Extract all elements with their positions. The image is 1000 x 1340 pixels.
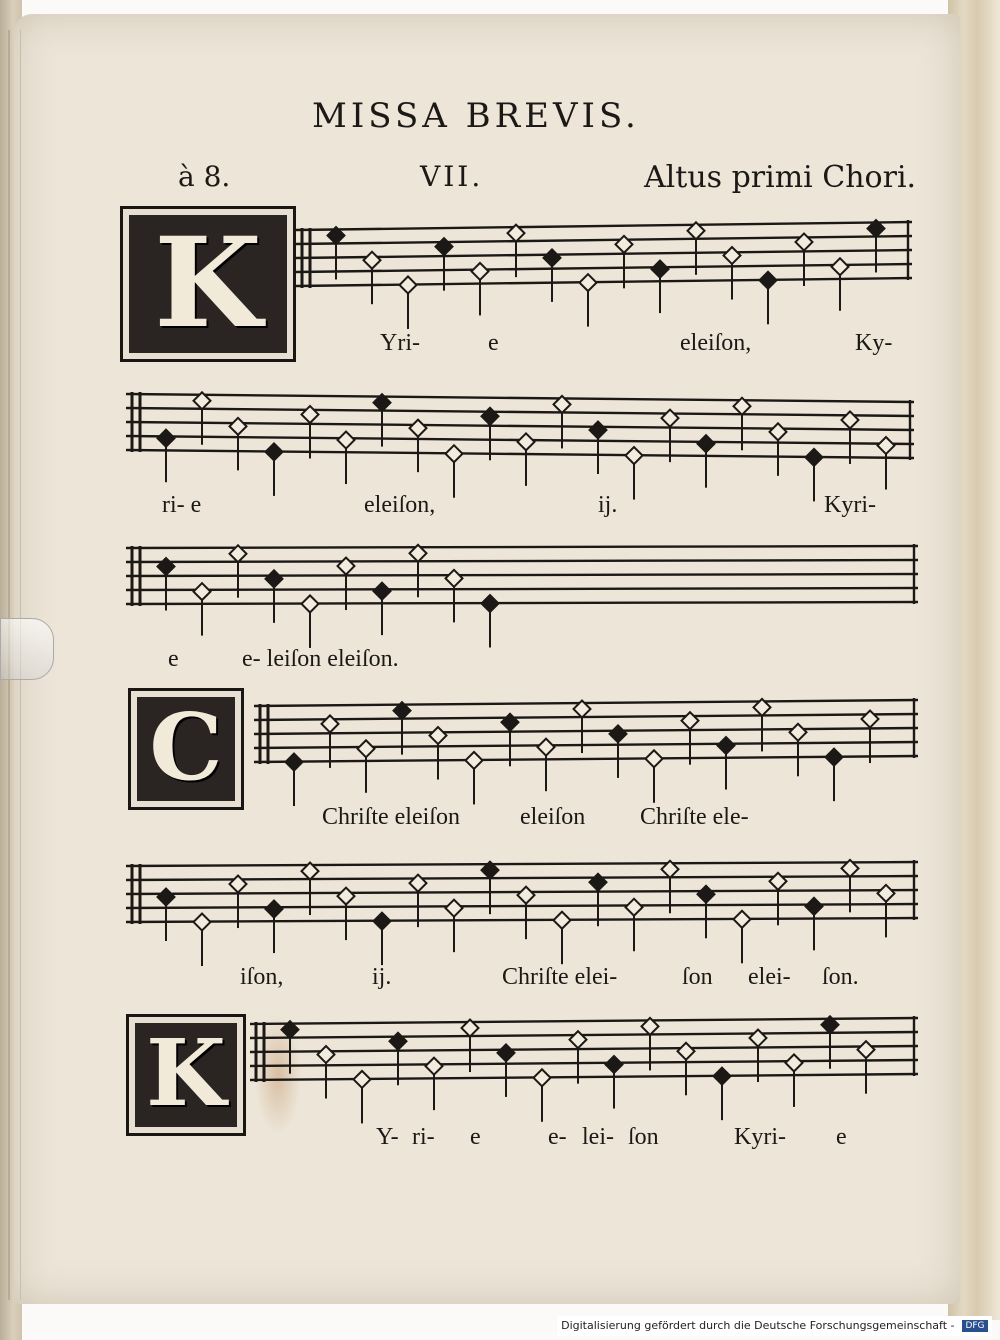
note-head bbox=[194, 583, 211, 600]
note-head bbox=[538, 739, 555, 756]
staff-line bbox=[126, 560, 918, 562]
staff-line bbox=[126, 918, 918, 922]
lyric-1d: Ky- bbox=[855, 330, 893, 356]
note-head bbox=[698, 886, 715, 903]
note-head bbox=[570, 1031, 587, 1048]
voice-count: à 8. bbox=[178, 160, 231, 193]
page-title: MISSA BREVIS. bbox=[312, 96, 640, 136]
staff-line bbox=[126, 450, 914, 458]
note-head bbox=[652, 261, 669, 278]
note-head bbox=[374, 913, 391, 930]
lyric-2a: ri- e bbox=[162, 492, 202, 518]
note-head bbox=[230, 418, 247, 435]
note-head bbox=[430, 727, 447, 744]
note-head bbox=[338, 432, 355, 449]
staff-line bbox=[126, 862, 918, 866]
note-head bbox=[770, 873, 787, 890]
lyric-1a: Yri- bbox=[380, 330, 420, 356]
note-head bbox=[410, 875, 427, 892]
note-head bbox=[590, 874, 607, 891]
note-head bbox=[322, 715, 339, 732]
digitization-credit bbox=[557, 1316, 992, 1336]
note-head bbox=[364, 252, 381, 269]
note-head bbox=[358, 740, 375, 757]
staff-line bbox=[250, 1060, 918, 1066]
note-head bbox=[302, 406, 319, 423]
lyric-3a: e bbox=[168, 646, 179, 672]
staff-line bbox=[126, 602, 918, 604]
note-head bbox=[534, 1069, 551, 1086]
lyric-2c: ij. bbox=[598, 492, 618, 518]
note-head bbox=[446, 900, 463, 917]
lyric-5f: ſon. bbox=[822, 964, 859, 990]
staff-line bbox=[296, 222, 912, 230]
initial-letter-k: K bbox=[154, 211, 262, 356]
lyric-6b: ri- bbox=[412, 1124, 435, 1150]
lyric-6c: e bbox=[470, 1124, 481, 1150]
note-head bbox=[682, 712, 699, 729]
staff-line bbox=[250, 1074, 918, 1080]
staff-line bbox=[250, 1018, 918, 1024]
note-head bbox=[626, 899, 643, 916]
note-head bbox=[590, 422, 607, 439]
staff-line bbox=[126, 904, 918, 908]
note-head bbox=[770, 423, 787, 440]
lyric-6d: e- bbox=[548, 1124, 567, 1150]
lyric-1c: eleiſon, bbox=[680, 330, 752, 356]
staff-line bbox=[296, 278, 912, 286]
lyric-4c: Chriſte ele- bbox=[640, 804, 749, 830]
note-head bbox=[826, 749, 843, 766]
note-head bbox=[482, 408, 499, 425]
note-head bbox=[194, 914, 211, 931]
lyric-5c: Chriſte elei- bbox=[502, 964, 618, 990]
note-head bbox=[734, 911, 751, 928]
note-head bbox=[858, 1041, 875, 1058]
note-head bbox=[862, 711, 879, 728]
lyric-6f: ſon bbox=[628, 1124, 659, 1150]
note-head bbox=[436, 238, 453, 255]
note-head bbox=[606, 1056, 623, 1073]
lyric-5d: ſon bbox=[682, 964, 713, 990]
voice-part-label: Altus primi Chori. bbox=[644, 160, 917, 195]
lyric-6g: Kyri- bbox=[734, 1124, 786, 1150]
note-head bbox=[482, 595, 499, 612]
note-head bbox=[698, 435, 715, 452]
staff-line bbox=[296, 264, 912, 272]
staff-line bbox=[296, 236, 912, 244]
staff-line bbox=[126, 394, 914, 402]
note-head bbox=[678, 1043, 695, 1060]
note-head bbox=[400, 276, 417, 293]
note-head bbox=[796, 234, 813, 251]
note-head bbox=[338, 558, 355, 575]
note-head bbox=[718, 737, 735, 754]
note-head bbox=[806, 898, 823, 915]
note-head bbox=[426, 1058, 443, 1075]
lyric-5b: ij. bbox=[372, 964, 392, 990]
staff-line bbox=[250, 1046, 918, 1052]
note-head bbox=[502, 714, 519, 731]
note-head bbox=[626, 447, 643, 464]
note-head bbox=[554, 912, 571, 929]
staff-line bbox=[126, 546, 918, 548]
note-head bbox=[610, 725, 627, 742]
lyric-5e: elei- bbox=[748, 964, 791, 990]
note-head bbox=[806, 449, 823, 466]
note-head bbox=[616, 236, 633, 253]
lyric-1b: e bbox=[488, 330, 499, 356]
lyric-6e: lei- bbox=[582, 1124, 614, 1150]
lyric-3b: e- leiſon eleiſon. bbox=[242, 646, 399, 672]
lyric-2d: Kyri- bbox=[824, 492, 876, 518]
lyric-5a: iſon, bbox=[240, 964, 284, 990]
note-head bbox=[158, 558, 175, 575]
lyric-4b: eleiſon bbox=[520, 804, 586, 830]
note-head bbox=[790, 724, 807, 741]
note-head bbox=[878, 437, 895, 454]
note-head bbox=[580, 274, 597, 291]
note-head bbox=[446, 570, 463, 587]
note-head bbox=[286, 754, 303, 771]
note-head bbox=[878, 885, 895, 902]
staff-line bbox=[126, 408, 914, 416]
note-head bbox=[842, 411, 859, 428]
note-head bbox=[724, 247, 741, 264]
note-head bbox=[750, 1030, 767, 1047]
note-head bbox=[354, 1071, 371, 1088]
note-head bbox=[786, 1054, 803, 1071]
note-head bbox=[472, 263, 489, 280]
note-head bbox=[338, 888, 355, 905]
lyric-6h: e bbox=[836, 1124, 847, 1150]
initial-letter-k2: K bbox=[146, 1019, 226, 1127]
note-head bbox=[410, 420, 427, 437]
note-head bbox=[390, 1033, 407, 1050]
note-head bbox=[646, 750, 663, 767]
note-head bbox=[518, 887, 535, 904]
staff-line bbox=[126, 588, 918, 590]
initial-letter-c: C bbox=[149, 693, 223, 801]
note-head bbox=[302, 595, 319, 612]
lyric-6a: Y- bbox=[376, 1124, 399, 1150]
note-head bbox=[266, 901, 283, 918]
note-head bbox=[446, 445, 463, 462]
lyric-2b: eleiſon, bbox=[364, 492, 436, 518]
staff-line bbox=[254, 756, 918, 762]
staff-line bbox=[254, 742, 918, 748]
note-head bbox=[544, 249, 561, 266]
note-head bbox=[518, 433, 535, 450]
note-head bbox=[374, 583, 391, 600]
note-head bbox=[498, 1044, 515, 1061]
dfg-logo: DFG bbox=[962, 1320, 988, 1332]
staff-line bbox=[296, 250, 912, 258]
note-head bbox=[832, 258, 849, 275]
note-head bbox=[318, 1046, 335, 1063]
note-head bbox=[266, 570, 283, 587]
mass-number: VII. bbox=[420, 160, 484, 193]
note-head bbox=[266, 443, 283, 460]
staff-line bbox=[126, 876, 918, 880]
note-head bbox=[466, 752, 483, 769]
note-head bbox=[662, 410, 679, 427]
staff-line bbox=[126, 574, 918, 576]
note-head bbox=[230, 876, 247, 893]
credit-text: Digitalisierung gefördert durch die Deutsche Forschungsgemeinschaft - bbox=[561, 1319, 955, 1332]
note-head bbox=[158, 430, 175, 447]
note-head bbox=[760, 272, 777, 289]
lyric-4a: Chriſte eleiſon bbox=[322, 804, 460, 830]
note-head bbox=[714, 1068, 731, 1085]
staff-line bbox=[254, 728, 918, 734]
note-head bbox=[158, 889, 175, 906]
